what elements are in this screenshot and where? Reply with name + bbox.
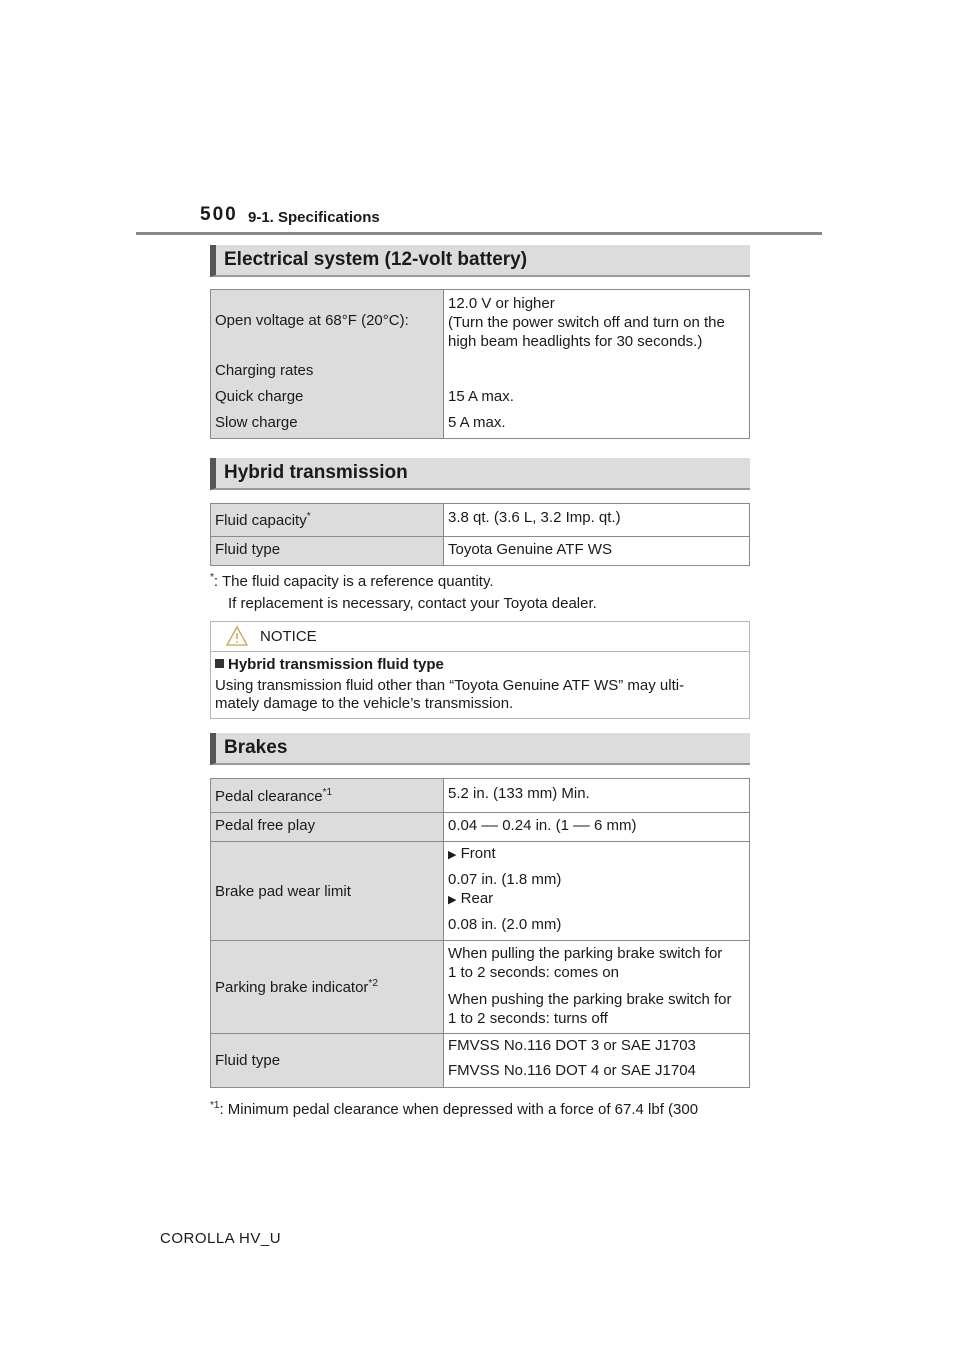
pad-wear-label-cell (211, 842, 444, 941)
triangle-bullet-icon: ▶ (448, 849, 457, 861)
fluid-capacity-label: Fluid capacity (215, 512, 307, 529)
pad-rear-value: 0.08 in. (2.0 mm) (448, 916, 562, 933)
footnote-mark: * (210, 572, 214, 583)
quick-charge-label: Quick charge (215, 388, 304, 405)
footer-model: COROLLA HV_U (160, 1230, 282, 1247)
hybrid-table (210, 503, 750, 566)
parking-indicator-label-cell (211, 941, 444, 1034)
parking-line: 1 to 2 seconds: turns off (448, 1010, 608, 1027)
brake-fluid-type-value-1: FMVSS No.116 DOT 3 or SAE J1703 (448, 1037, 696, 1054)
parking-push-text (448, 990, 731, 1028)
pad-front-item (448, 845, 496, 862)
electrical-table (210, 289, 750, 439)
pad-rear-label: Rear (460, 890, 494, 907)
brake-fluid-type-value-2: FMVSS No.116 DOT 4 or SAE J1704 (448, 1062, 696, 1079)
slow-charge-label: Slow charge (215, 414, 298, 431)
quick-charge-value: 15 A max. (448, 388, 514, 405)
brake-fluid-type-label: Fluid type (215, 1052, 281, 1069)
open-voltage-label: Open voltage at 68°F (20°C): (215, 312, 409, 329)
electrical-heading: Electrical system (12-volt battery) (210, 245, 750, 277)
pedal-free-play-label: Pedal free play (215, 817, 316, 834)
footnote-text: : The fluid capacity is a reference quantity. (213, 573, 494, 590)
notice-body (215, 677, 745, 713)
charging-rates-label: Charging rates (215, 362, 314, 379)
table-row (211, 537, 750, 566)
open-voltage-line: (Turn the power switch off and turn on the (448, 314, 725, 331)
table-row (211, 1034, 750, 1088)
parking-line: When pulling the parking brake switch for (448, 945, 723, 962)
pedal-free-play-label-cell (211, 813, 444, 842)
pad-wear-label: Brake pad wear limit (215, 882, 351, 900)
open-voltage-line: high beam headlights for 30 seconds.) (448, 333, 703, 350)
fluid-type-label-cell (211, 537, 444, 566)
table-row (211, 504, 750, 537)
pedal-clearance-value-cell (444, 779, 750, 813)
fluid-capacity-value-cell (444, 504, 750, 537)
fluid-type-label: Fluid type (215, 541, 281, 558)
table-row (211, 290, 750, 439)
parking-line: 1 to 2 seconds: comes on (448, 964, 619, 981)
electrical-label-cell (211, 290, 444, 439)
warning-triangle-icon (225, 625, 249, 647)
table-row (211, 779, 750, 813)
notice-header (211, 622, 749, 652)
brakes-footnote (210, 1100, 698, 1118)
pedal-clearance-label-cell (211, 779, 444, 813)
notice-subheading (215, 656, 444, 673)
slow-charge-value: 5 A max. (448, 414, 506, 431)
pad-wear-value-cell (444, 842, 750, 941)
header-rule (136, 232, 822, 235)
notice-box (210, 621, 750, 719)
square-bullet-icon (215, 659, 224, 668)
page-number: 500 (200, 204, 238, 225)
pedal-clearance-label: Pedal clearance (215, 788, 323, 805)
fluid-capacity-label-cell (211, 504, 444, 537)
brake-fluid-type-value-cell (444, 1034, 750, 1088)
notice-body-line: Using transmission fluid other than “Toyota Genuine ATF WS” may ulti- (215, 677, 685, 694)
footnote-text: : Minimum pedal clearance when depressed with a force of 67.4 lbf (300 (219, 1101, 699, 1118)
table-row (211, 842, 750, 941)
brakes-heading: Brakes (210, 733, 750, 765)
parking-line: When pushing the parking brake switch for (448, 991, 732, 1008)
hybrid-heading: Hybrid transmission (210, 458, 750, 490)
electrical-value-cell (444, 290, 750, 439)
hybrid-footnote-line2: If replacement is necessary, contact your Toyota dealer. (228, 595, 597, 612)
hybrid-footnote (210, 572, 494, 590)
footnote-mark: *2 (368, 978, 378, 989)
fluid-type-value-cell (444, 537, 750, 566)
triangle-bullet-icon: ▶ (448, 894, 457, 906)
pedal-clearance-value: 5.2 in. (133 mm) Min. (448, 785, 590, 802)
table-row (211, 813, 750, 842)
notice-title: NOTICE (260, 628, 317, 645)
open-voltage-line: 12.0 V or higher (448, 295, 555, 312)
notice-body-line: mately damage to the vehicle’s transmission. (215, 695, 514, 712)
footnote-mark: *1 (322, 787, 333, 798)
open-voltage-value (448, 294, 725, 351)
fluid-type-value: Toyota Genuine ATF WS (448, 541, 612, 558)
parking-indicator-label: Parking brake indicator (215, 979, 369, 996)
footnote-mark: *1 (210, 1100, 220, 1111)
notice-subheading-text: Hybrid transmission fluid type (228, 656, 444, 673)
table-row (211, 941, 750, 1034)
brake-fluid-type-label-cell (211, 1034, 444, 1088)
parking-indicator-value-cell (444, 941, 750, 1034)
pedal-free-play-value-cell (444, 813, 750, 842)
pad-front-value: 0.07 in. (1.8 mm) (448, 871, 562, 888)
pad-rear-item (448, 890, 493, 907)
brakes-table (210, 778, 750, 1088)
section-title: 9-1. Specifications (248, 209, 380, 226)
parking-pull-text (448, 944, 722, 982)
pad-front-label: Front (460, 845, 496, 862)
pedal-free-play-value: 0.04 –– 0.24 in. (1 –– 6 mm) (448, 817, 637, 834)
fluid-capacity-value: 3.8 qt. (3.6 L, 3.2 Imp. qt.) (448, 509, 621, 526)
footnote-mark: * (306, 511, 311, 522)
